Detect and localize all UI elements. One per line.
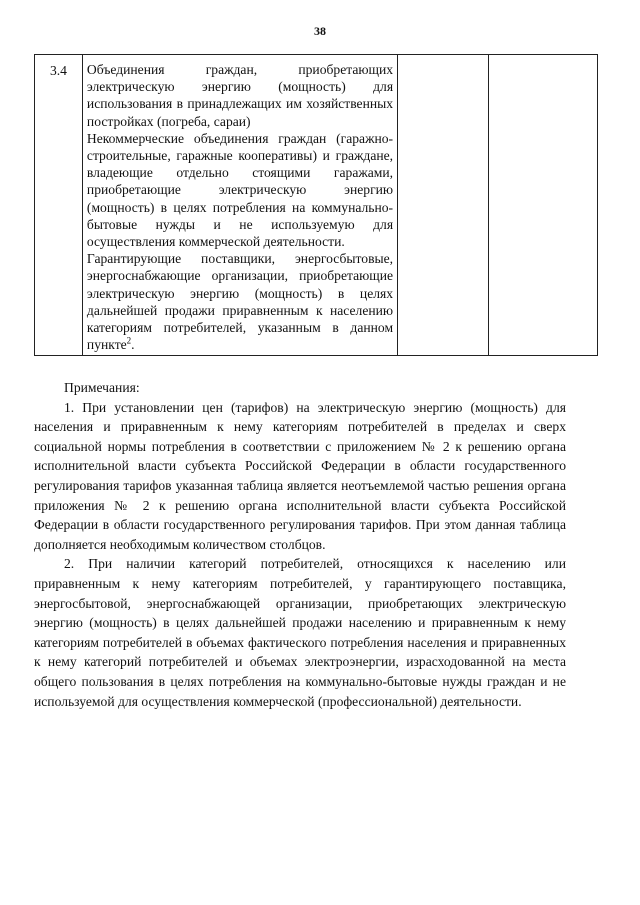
row-number: 3.4 — [35, 55, 83, 356]
description-paragraph-text: Гарантирующие поставщики, энергосбытовые, энергоснабжающие организации, приобретающие электрическую энергию (мощность) в целях дальнейшей продажи приравненным к населению категориям потребителей, указанным в данном пункте — [86, 251, 394, 353]
notes-heading: Примечания: — [64, 380, 140, 395]
row-description — [82, 55, 397, 356]
note-item: 1. При установлении цен (тарифов) на электрическую энергию (мощность) для населения и приравненным к нему категориям потребителей в пределах и сверх социальной нормы потребления в соответствии с приложением № 2 к решению органа исполнительной власти субъекта Российской Федерации в области государственного регулирования тарифов указанная таблица является неотъемлемой частью решения органа приложения № 2 к решению органа исполнительной власти субъекта Российской Федерации в области государственного регулирования тарифов. При этом данная таблица дополняется необходимым количеством столбцов. — [34, 399, 566, 552]
page-number: 38 — [314, 24, 326, 38]
description-paragraph: Объединения граждан, приобретающих электрическую энергию (мощность) для использования в принадлежащих им хозяйственных постройках (погреба, сараи) — [86, 62, 394, 129]
empty-cell — [398, 55, 489, 356]
table-row — [35, 55, 598, 356]
notes-section — [34, 378, 566, 711]
tariff-categories-table — [34, 54, 598, 356]
trailing-period: . — [131, 337, 135, 353]
description-paragraph — [87, 250, 393, 353]
note-item: 2. При наличии категорий потребителей, относящихся к населению или приравненным к нему категориям потребителей, у гарантирующего поставщика, энергосбытовой, энергоснабжающей организации, приобретающих электрическую энергию (мощность) в целях дальнейшей продажи населению и приравненным к нему категориям потребителей в объемах фактического потребления населения и приравненных к нему категорий потребителей и объемах электроэнергии, израсходованной на места общего пользования в целях потребления на коммунально-бытовые нужды граждан и не используемой для осуществления коммерческой (профессиональной) деятельности. — [34, 556, 566, 709]
empty-cell — [488, 55, 597, 356]
description-paragraph: Некоммерческие объединения граждан (гаражно-строительные, гаражные кооперативы) и граждане, владеющие отдельно стоящими гаражами, приобретающие электрическую энергию (мощность) в целях потребления на коммунально-бытовые нужды и не используемую для осуществления коммерческой деятельности. — [86, 130, 394, 250]
footnote-mark: 2 — [126, 335, 132, 346]
